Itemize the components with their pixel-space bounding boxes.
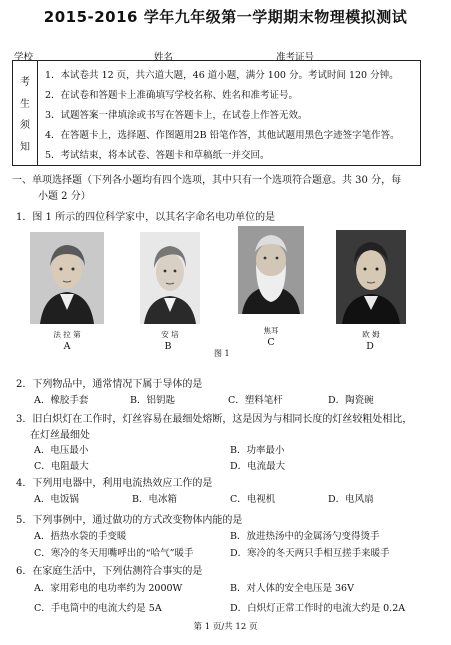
notice-label-char: 生 xyxy=(20,98,30,110)
option-a: A．家用彩电的电功率约为 2000W xyxy=(34,583,183,594)
section-heading-cont: 小题 2 分） xyxy=(38,191,91,202)
notice-label-column xyxy=(13,61,38,165)
option-b: B．放进热汤中的金属汤勺变得烫手 xyxy=(230,531,380,542)
option-d: D．寒冷的冬天两只手相互搓手来暖手 xyxy=(230,548,390,559)
option-a: A．橡胶手套 xyxy=(34,395,89,406)
exam-title: 2015-2016 学年九年级第一学期期末物理模拟测试 xyxy=(43,8,408,26)
notice-item: 5．考试结束，将本试卷、答题卡和草稿纸一并交回。 xyxy=(45,150,270,161)
option-d: D．电风扇 xyxy=(328,494,374,505)
notice-label-char: 考 xyxy=(20,77,30,89)
portrait-joule xyxy=(238,226,304,314)
question-2: 2．下列物品中，通常情况下属于导体的是 xyxy=(16,379,203,390)
question-3: 3．旧白炽灯在工作时，灯丝容易在最细处熔断，这是因为与相同长度的灯丝较粗处相比， xyxy=(16,414,413,425)
portrait-letter-a: A xyxy=(63,341,71,352)
option-a: A．电压最小 xyxy=(34,445,89,456)
portrait-faraday xyxy=(30,232,104,324)
exam-no-label: 准考证号 xyxy=(276,52,315,63)
portrait-ampere xyxy=(140,232,200,324)
figure-label: 图 1 xyxy=(214,349,230,358)
school-label: 学校 xyxy=(14,52,34,63)
name-label: 姓名 xyxy=(154,52,174,63)
portrait-caption-d: 欧 姆 xyxy=(362,330,380,339)
portrait-letter-c: C xyxy=(267,337,275,348)
portrait-letter-d: D xyxy=(366,341,374,352)
option-d: D．白炽灯正常工作时的电流大约是 0.2A xyxy=(230,603,406,614)
option-b: B．铝钥匙 xyxy=(130,395,175,406)
notice-label-char: 须 xyxy=(20,120,30,132)
option-c: C．塑料笔杆 xyxy=(228,395,283,406)
option-d: D．电流最大 xyxy=(230,461,286,472)
option-d: D．陶瓷碗 xyxy=(328,395,374,406)
option-b: B．对人体的安全电压是 36V xyxy=(230,583,354,594)
page-footer: 第 1 页/共 12 页 xyxy=(193,622,258,632)
portrait-letter-b: B xyxy=(164,341,172,352)
option-a: A．捂热水袋的手变暖 xyxy=(34,531,127,542)
question-6: 6．在家庭生活中，下列估测符合事实的是 xyxy=(16,566,203,577)
option-c: C．电视机 xyxy=(230,494,276,505)
portrait-ohm xyxy=(336,230,406,324)
notice-item: 3．试题答案一律填涂或书写在答题卡上，在试卷上作答无效。 xyxy=(45,110,308,121)
option-c: C．手电筒中的电流大约是 5A xyxy=(34,603,162,614)
question-4: 4．下列用电器中，利用电流热效应工作的是 xyxy=(16,478,213,489)
section-heading: 一、单项选择题（下列各小题均有四个选项，其中只有一个选项符合题意。共 30 分，每 xyxy=(12,175,402,186)
option-c: C．电阻最大 xyxy=(34,461,89,472)
portrait-caption-a: 法 拉 第 xyxy=(53,330,81,339)
option-c: C．寒冷的冬天用嘴呼出的“哈气”暖手 xyxy=(34,548,194,559)
notice-label-char: 知 xyxy=(20,141,30,153)
notice-item: 4．在答题卡上，选择题、作图题用2B 铅笔作答，其他试题用黑色字迹签字笔作答。 xyxy=(45,130,400,141)
question-5: 5．下列事例中，通过做功的方式改变物体内能的是 xyxy=(16,515,243,526)
portrait-caption-c: 焦耳 xyxy=(263,326,279,335)
option-b: B．功率最小 xyxy=(230,445,285,456)
question-1: 1．图 1 所示的四位科学家中，以其名字命名电功单位的是 xyxy=(16,212,276,223)
option-a: A．电饭锅 xyxy=(34,494,79,505)
notice-item: 1．本试卷共 12 页，共六道大题，46 道小题，满分 100 分。考试时间 120 分钟。 xyxy=(45,70,399,81)
notice-box xyxy=(12,60,421,166)
notice-item: 2．在试卷和答题卡上准确填写学校名称、姓名和准考证号。 xyxy=(45,90,299,101)
question-3-cont: 在灯丝最细处 xyxy=(30,430,90,441)
option-b: B．电冰箱 xyxy=(132,494,177,505)
portrait-caption-b: 安 培 xyxy=(161,330,179,339)
